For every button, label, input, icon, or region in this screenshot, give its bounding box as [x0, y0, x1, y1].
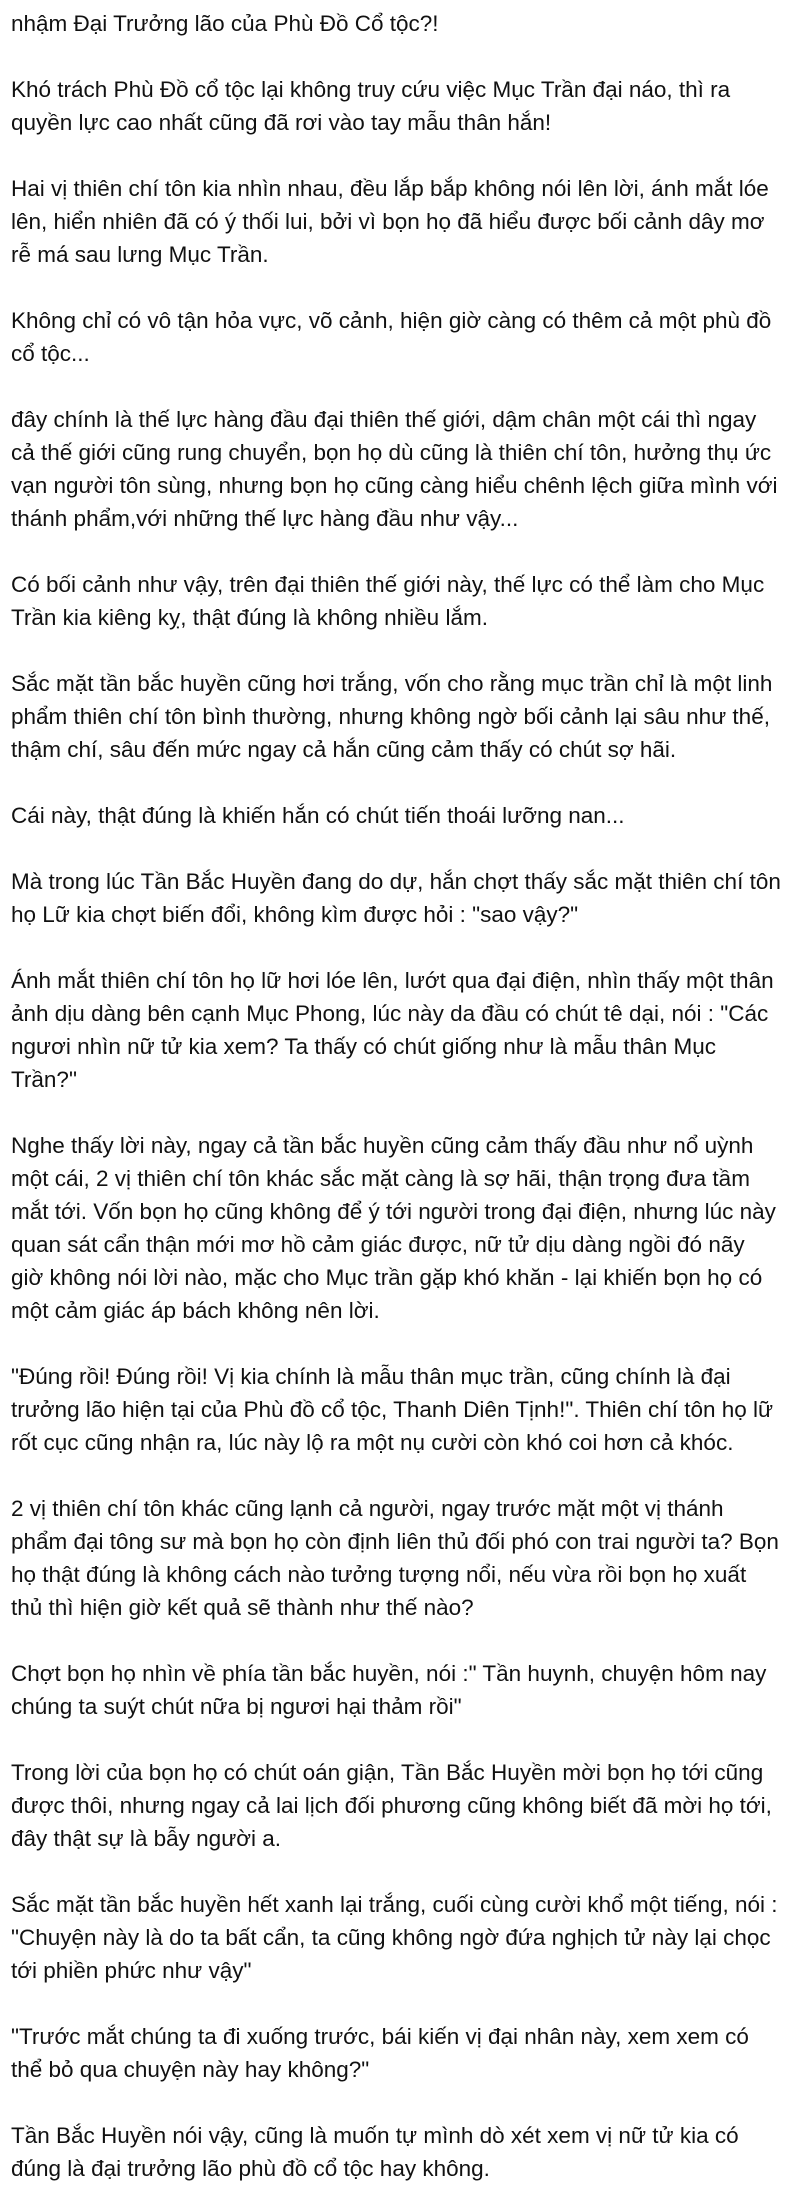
paragraph: Cái này, thật đúng là khiến hắn có chút tiến thoái lưỡng nan...: [11, 803, 625, 828]
paragraph: "Trước mắt chúng ta đi xuống trước, bái kiến vị đại nhân này, xem xem có thể bỏ qua chuyện này hay không?": [11, 2024, 749, 2082]
paragraph: đây chính là thế lực hàng đầu đại thiên thế giới, dậm chân một cái thì ngay cả thế giới cũng rung chuyển, bọn họ dù cũng là thiên chí tôn, hưởng thụ ức vạn người tôn sùng, nhưng bọn họ cũng càng hiểu chênh lệch giữa mình với thánh phẩm,với những thế lực hàng đầu như vậy...: [11, 407, 778, 531]
paragraph: Có bối cảnh như vậy, trên đại thiên thế giới này, thế lực có thể làm cho Mục Trần kia kiêng kỵ, thật đúng là không nhiều lắm.: [11, 572, 765, 630]
paragraph: nhậm Đại Trưởng lão của Phù Đồ Cổ tộc?!: [11, 11, 439, 36]
paragraph: Ánh mắt thiên chí tôn họ lữ hơi lóe lên, lướt qua đại điện, nhìn thấy một thân ảnh dịu dàng bên cạnh Mục Phong, lúc này da đầu có chút tê dại, nói : "Các ngươi nhìn nữ tử kia xem? Ta thấy có chút giống như là mẫu thân Mục Trần?": [11, 968, 774, 1092]
paragraph: Nghe thấy lời này, ngay cả tần bắc huyền cũng cảm thấy đầu như nổ uỳnh một cái, 2 vị thiên chí tôn khác sắc mặt càng là sợ hãi, thận trọng đưa tầm mắt tới. Vốn bọn họ cũng không để ý tới người trong đại điện, nhưng lúc này quan sát cẩn thận mới mơ hồ cảm giác được, nữ tử dịu dàng ngồi đó nãy giờ không nói lời nào, mặc cho Mục trần gặp khó khăn - lại khiến bọn họ có một cảm giác áp bách không nên lời.: [11, 1133, 776, 1323]
paragraph: Hai vị thiên chí tôn kia nhìn nhau, đều lắp bắp không nói lên lời, ánh mắt lóe lên, hiển nhiên đã có ý thối lui, bởi vì bọn họ đã hiểu được bối cảnh dây mơ rễ má sau lưng Mục Trần.: [11, 176, 769, 267]
paragraph: Sắc mặt tần bắc huyền cũng hơi trắng, vốn cho rằng mục trần chỉ là một linh phẩm thiên chí tôn bình thường, nhưng không ngờ bối cảnh lại sâu như thế, thậm chí, sâu đến mức ngay cả hắn cũng cảm thấy có chút sợ hãi.: [11, 671, 773, 762]
paragraph: "Đúng rồi! Đúng rồi! Vị kia chính là mẫu thân mục trần, cũng chính là đại trưởng lão hiện tại của Phù đồ cổ tộc, Thanh Diên Tịnh!". Thiên chí tôn họ lữ rốt cục cũng nhận ra, lúc này lộ ra một nụ cười còn khó coi hơn cả khóc.: [11, 1364, 774, 1455]
paragraph: Mà trong lúc Tần Bắc Huyền đang do dự, hắn chợt thấy sắc mặt thiên chí tôn họ Lữ kia chợt biến đổi, không kìm được hỏi : "sao vậy?": [11, 869, 781, 927]
paragraph: Khó trách Phù Đồ cổ tộc lại không truy cứu việc Mục Trần đại náo, thì ra quyền lực cao nhất cũng đã rơi vào tay mẫu thân hắn!: [11, 77, 731, 135]
paragraph: 2 vị thiên chí tôn khác cũng lạnh cả người, ngay trước mặt một vị thánh phẩm đại tông sư mà bọn họ còn định liên thủ đối phó con trai người ta? Bọn họ thật đúng là không cách nào tưởng tượng nổi, nếu vừa rồi bọn họ xuất thủ thì hiện giờ kết quả sẽ thành như thế nào?: [11, 1496, 779, 1620]
paragraph: Tần Bắc Huyền nói vậy, cũng là muốn tự mình dò xét xem vị nữ tử kia có đúng là đại trưởng lão phù đồ cổ tộc hay không.: [11, 2123, 739, 2181]
paragraph: Không chỉ có vô tận hỏa vực, võ cảnh, hiện giờ càng có thêm cả một phù đồ cổ tộc...: [11, 308, 772, 366]
paragraph: Trong lời của bọn họ có chút oán giận, Tần Bắc Huyền mời bọn họ tới cũng được thôi, nhưng ngay cả lai lịch đối phương cũng không biết đã mời họ tới, đây thật sự là bẫy người a.: [11, 1760, 772, 1851]
paragraph: Chợt bọn họ nhìn về phía tần bắc huyền, nói :" Tần huynh, chuyện hôm nay chúng ta suýt chút nữa bị ngươi hại thảm rồi": [11, 1661, 767, 1719]
paragraph: Sắc mặt tần bắc huyền hết xanh lại trắng, cuối cùng cười khổ một tiếng, nói : "Chuyện này là do ta bất cẩn, ta cũng không ngờ đứa nghịch tử này lại chọc tới phiền phức như vậy": [11, 1892, 778, 1983]
